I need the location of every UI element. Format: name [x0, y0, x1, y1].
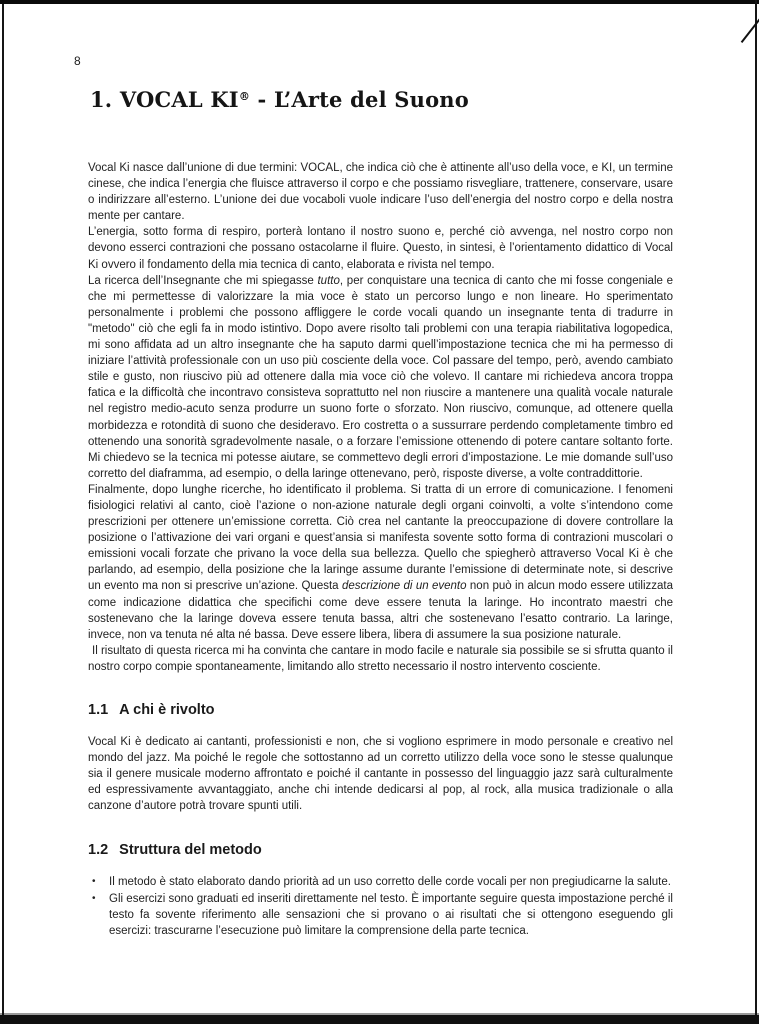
bullet-icon: • — [92, 892, 96, 904]
chapter-title-text: 1. VOCAL KI — [90, 87, 239, 112]
section-a-chi-e-rivolto — [88, 701, 673, 814]
chapter-title — [90, 84, 673, 113]
paragraph: La ricerca dell’Insegnante che mi spiegasse tutto, per conquistare una tecnica di canto che mi fosse congeniale e che mi permettesse di valorizzare la mia voce è stato un percorso lungo e non lineare. Ho sperimentato personalmente i problemi che possono affliggere le corde vocali quando un insegnante tenta di tradurre in "metodo" ciò che egli fa in modo istintivo. Dopo avere risolto tali problemi con una terapia riabilitativa logopedica, mi sono affidata ad un altro insegnante che ha saputo darmi quell’impostazione tecnica che mi ha permesso di iniziare l’attività professionale con un uso più cosciente della voce. Col passare del tempo, però, avendo cambiato stile e gusto, non riuscivo più ad ottenere dalla mia voce ciò che volevo. Il cantare mi richiedeva ancora troppa fatica e la difficoltà che incontravo consisteva soprattutto nel non riuscire a mantenere una qualità vocale naturale nel registro medio-acuto senza produrre un suono forte o sforzato. Non riuscivo, comunque, ad ottenere quella morbidezza e rotondità di suono che desideravo. Ero costretta o a sussurrare perdendo completamente timbro ed ottenendo una sonorità sgradevolmente nasale, o a forzare l’emissione ottenendo di potere cantare soltanto forte. Mi chiedevo se la tecnica mi potesse aiutare, se commettevo degli errori d’impostazione. Le mie domande sull’uso corretto del diaframma, ad esempio, o della laringe ottenevano, però, risposte diverse, a volte contraddittorie. — [88, 274, 674, 480]
section-heading-label: Struttura del metodo — [119, 842, 262, 859]
list-item — [88, 874, 673, 890]
section-number: 1.1 — [88, 702, 109, 718]
chapter-title-subtitle: - L’Arte del Suono — [250, 87, 469, 112]
paragraph: Vocal Ki nasce dall’unione di due termini: VOCAL, che indica ciò che è attinente all’uso della voce, e KI, un termine cinese, che indica l’energia che fluisce attraverso il corpo e che possiamo risvegliare, trattenere, conservare, usare o indirizzare all’esterno. L’unione dei due vocaboli vuole indicare l’uso dell’energia del nostro corpo e della nostra mente per cantare. — [88, 162, 673, 223]
paragraph: Finalmente, dopo lunghe ricerche, ho identificato il problema. Si tratta di un errore di comunicazione. I fenomeni fisiologici relativi al canto, cioè l’azione o non-azione naturale degli organi coinvolti, a volte s’intendono come prescrizioni per ottenere un’emissione corretta. Ciò crea nel cantante la preoccupazione di dovere controllare la posizione o l’attivazione dei vari organi e quest’ansia si manifesta sovente sotto forma di contrazioni muscolari o emissioni vocali forzate che privano la voce della sua bellezza. Quello che spiegherò attraverso Vocal Ki è che parlando, ad esempio, della posizione che la laringe assume durante l’emissione di determinate note, si descrive un evento ma non si prescrive un’azione. Questa descrizione di un evento non può in alcun modo essere utilizzata come indicazione didattica che specifichi come deve essere tenuta la laringe. Ho incontrato maestri che sostenevano che la laringe doveva essere tenuta bassa, altri che sostenevano l’esatto contrario. La laringe, invece, non va tenuta né alta né bassa. Deve essere libera, libera di assumere la sua posizione naturale. — [88, 483, 673, 641]
list-item — [88, 891, 673, 939]
section-heading — [88, 701, 673, 719]
paragraph: Vocal Ki è dedicato ai cantanti, professionisti e non, che si vogliono esprimere in modo personale e creativo nel mondo del jazz. Ma poiché le regole che sottostanno ad un corretto utilizzo della voce sono le stesse qualunque sia il genere musicale moderno affrontato e poiché il cantante in possesso del linguaggio jazz sarà culturalmente ed espressivamente avvantaggiato, anche chi intende dedicarsi al pop, al rock, alla musica tradizionale o alla canzone d’autore potrà trovare spunti utili. — [88, 736, 673, 813]
registered-trademark-symbol: ® — [238, 90, 251, 103]
paragraph: L’energia, sotto forma di respiro, porterà lontano il nostro suono e, perché ciò avvenga, nel nostro corpo non devono esserci contrazioni che possano ostacolarne il fluire. Questo, in sintesi, è l’orientamento didattico di Vocal Ki ovvero il fondamento della mia tecnica di canto, elaborata e rivista nel tempo. — [88, 226, 673, 271]
method-bullet-list — [88, 874, 673, 938]
page-number: 8 — [74, 54, 81, 68]
section-heading-label: A chi è rivolto — [119, 702, 215, 718]
bullet-icon: • — [92, 876, 96, 888]
section-heading — [88, 841, 673, 859]
paragraph: Il risultato di questa ricerca mi ha convinta che cantare in modo facile e naturale sia possibile se si sfrutta quanto il nostro corpo compie spontaneamente, limitando allo stretto necessario il nostro intervento cosciente. — [88, 644, 673, 673]
section-struttura-del-metodo — [88, 841, 673, 938]
section-number: 1.2 — [88, 842, 109, 859]
list-item-text: Il metodo è stato elaborato dando priorità ad un uso corretto delle corde vocali per non pregiudicarne la salute. — [109, 876, 671, 889]
intro-text-block — [88, 160, 673, 675]
list-item-text: Gli esercizi sono graduati ed inseriti direttamente nel testo. È importante seguire questa impostazione perché il testo fa sovente riferimento alle sensazioni che si provano o ai risultati che si ottengono eseguendo gli esercizi: trascurarne l’esecuzione può limitare la comprensione della parte tecnica. — [109, 892, 673, 937]
